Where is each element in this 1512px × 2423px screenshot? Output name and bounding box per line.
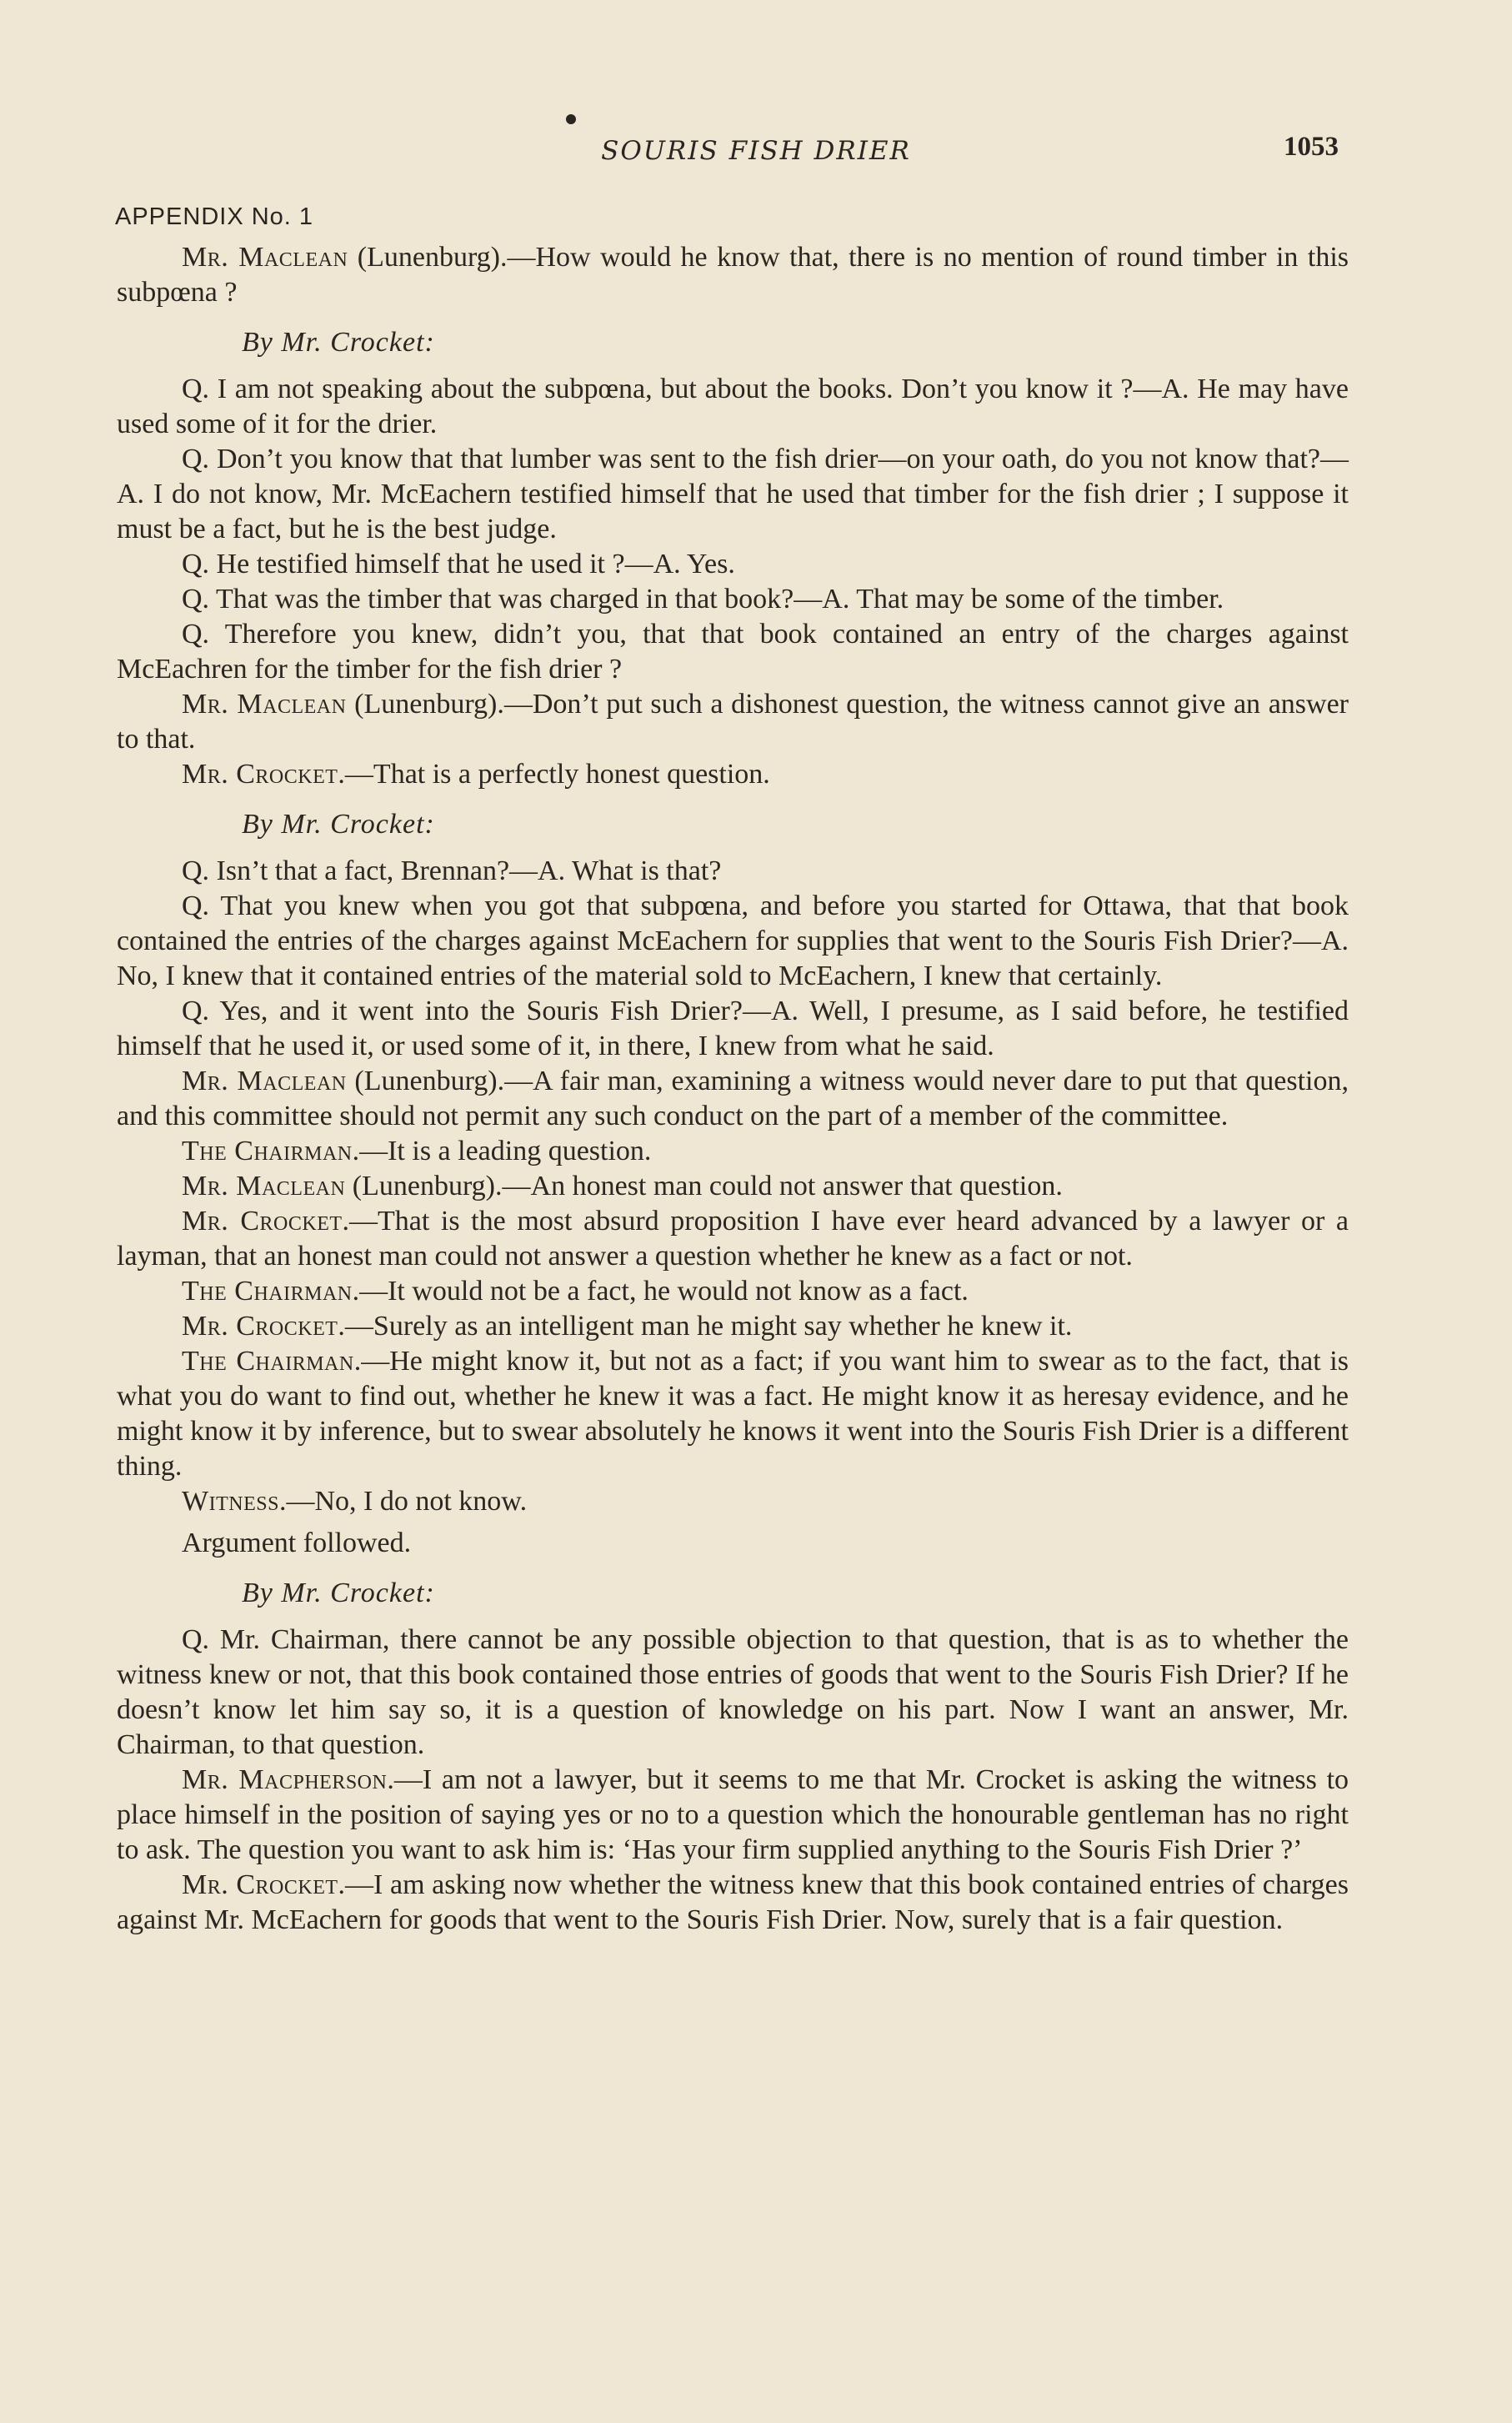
paragraph: Q. Isn’t that a fact, Brennan?—A. What is that? — [182, 855, 722, 886]
transcript-body — [117, 240, 1349, 1938]
paragraph-text: .—I am asking now whether the witness knew that this book contained entries of charges against Mr. McEachern for goods that went to the Souris Fish Drier. Now, surely that is a fair question. — [117, 1869, 1349, 1935]
speaker-name: Mr. Maclean — [182, 1171, 346, 1201]
paragraph-text: .—It is a leading question. — [352, 1136, 652, 1166]
paragraph — [117, 1204, 1349, 1274]
paragraph: Q. He testified himself that he used it ?—A. Yes. — [182, 549, 735, 579]
section-heading: By Mr. Crocket: — [242, 809, 435, 840]
paragraph: Q. Therefore you knew, didn’t you, that that book contained an entry of the charges against McEachren for the timber for the fish drier ? — [117, 619, 1349, 685]
speaker-name: Mr. Crocket — [182, 759, 338, 790]
paragraph — [117, 1309, 1349, 1344]
paragraph — [117, 687, 1349, 757]
speaker-name: Mr. Maclean — [182, 1066, 347, 1096]
paragraph — [117, 1169, 1349, 1204]
paragraph — [117, 1344, 1349, 1484]
paragraph-text: .—It would not be a fact, he would not know as a fact. — [352, 1276, 969, 1307]
paragraph-text: (Lunenburg).—An honest man could not answer that question. — [345, 1171, 1063, 1201]
speaker-name: The Chairman — [182, 1136, 353, 1166]
paragraph-text: (Lunenburg).—How would he know that, there is no mention of round timber in this subpœna ? — [117, 242, 1349, 308]
speaker-name: Mr. Maclean — [182, 689, 347, 720]
paragraph: Argument followed. — [182, 1528, 412, 1558]
paragraph: Q. That you knew when you got that subpœna, and before you started for Ottawa, that that book contained the entries of the charges against McEachern for supplies that went to the Souris Fish Drier?—A. No, I knew that it contained entries of the material sold to McEachern, I knew that certainly. — [117, 890, 1349, 991]
paragraph — [117, 1763, 1349, 1868]
paragraph: Q. Yes, and it went into the Souris Fish Drier?—A. Well, I presume, as I said before, he testified himself that he used it, or used some of it, in there, I knew from what he said. — [117, 996, 1349, 1061]
paragraph-text: .—Surely as an intelligent man he might say whether he knew it. — [338, 1311, 1073, 1342]
paragraph: Q. Mr. Chairman, there cannot be any possible objection to that question, that is as to whether the witness knew or not, that this book contained those entries of goods that went to the Souris Fish Drier? If he doesn’t know let him say so, it is a question of knowledge on his part. Now I want an answer, Mr. Chairman, to that question. — [117, 1624, 1349, 1760]
speaker-name: Mr. Macpherson — [182, 1764, 388, 1795]
paragraph-text: .—That is the most absurd proposition I have ever heard advanced by a lawyer or a layman, that an honest man could not answer a question whether he knew as a fact or not. — [117, 1206, 1349, 1272]
paragraph-text: .—That is a perfectly honest question. — [338, 759, 770, 790]
section-heading: By Mr. Crocket: — [242, 1578, 435, 1608]
speaker-name: Mr. Maclean — [182, 242, 348, 273]
printer-mark — [566, 114, 576, 124]
paragraph-text: .—He might know it, but not as a fact; if you want him to swear as to the fact, that is what you do want to find out, whether he knew it was a fact. He might know it as heresay evidence, and he might know it by inference, but to swear absolutely he knows it went into the Souris Fish Drier is a different thing. — [117, 1346, 1349, 1482]
paragraph — [117, 1868, 1349, 1938]
speaker-name: Witness — [182, 1486, 279, 1517]
paragraph — [117, 1134, 1349, 1169]
paragraph — [117, 1484, 1349, 1519]
speaker-name: The Chairman — [182, 1276, 353, 1307]
speaker-name: Mr. Crocket — [182, 1311, 338, 1342]
paragraph: Q. I am not speaking about the subpœna, but about the books. Don’t you know it ?—A. He may have used some of it for the drier. — [117, 374, 1349, 439]
paragraph: Q. Don’t you know that that lumber was sent to the fish drier—on your oath, do you not know that?—A. I do not know, Mr. McEachern testified himself that he used that timber for the fish drier ; I suppose it must be a fact, but he is the best judge. — [117, 444, 1349, 544]
page-number: 1053 — [1284, 132, 1339, 162]
running-title: SOURIS FISH DRIER — [601, 136, 911, 166]
paragraph — [117, 757, 1349, 792]
paragraph-text: .—I am not a lawyer, but it seems to me that Mr. Crocket is asking the witness to place himself in the position of saying yes or no to a question which the honourable gentleman has no right to ask. The question you want to ask him is: ‘Has your firm supplied anything to the Souris Fish Drier ?’ — [117, 1764, 1349, 1865]
paragraph-text: (Lunenburg).—Don’t put such a dishonest question, the witness cannot give an answer to that. — [117, 689, 1349, 755]
section-heading: By Mr. Crocket: — [242, 327, 435, 358]
paragraph-text: (Lunenburg).—A fair man, examining a witness would never dare to put that question, and this committee should not permit any such conduct on the part of a member of the committee. — [117, 1066, 1349, 1131]
speaker-name: The Chairman — [182, 1346, 354, 1377]
paragraph — [117, 1274, 1349, 1309]
appendix-label: APPENDIX No. 1 — [115, 203, 314, 230]
paragraph — [117, 1064, 1349, 1134]
paragraph: Q. That was the timber that was charged in that book?—A. That may be some of the timber. — [182, 584, 1224, 615]
paragraph-text: .—No, I do not know. — [278, 1486, 528, 1517]
paragraph — [117, 240, 1349, 310]
speaker-name: Mr. Crocket — [182, 1206, 343, 1237]
speaker-name: Mr. Crocket — [182, 1869, 338, 1900]
